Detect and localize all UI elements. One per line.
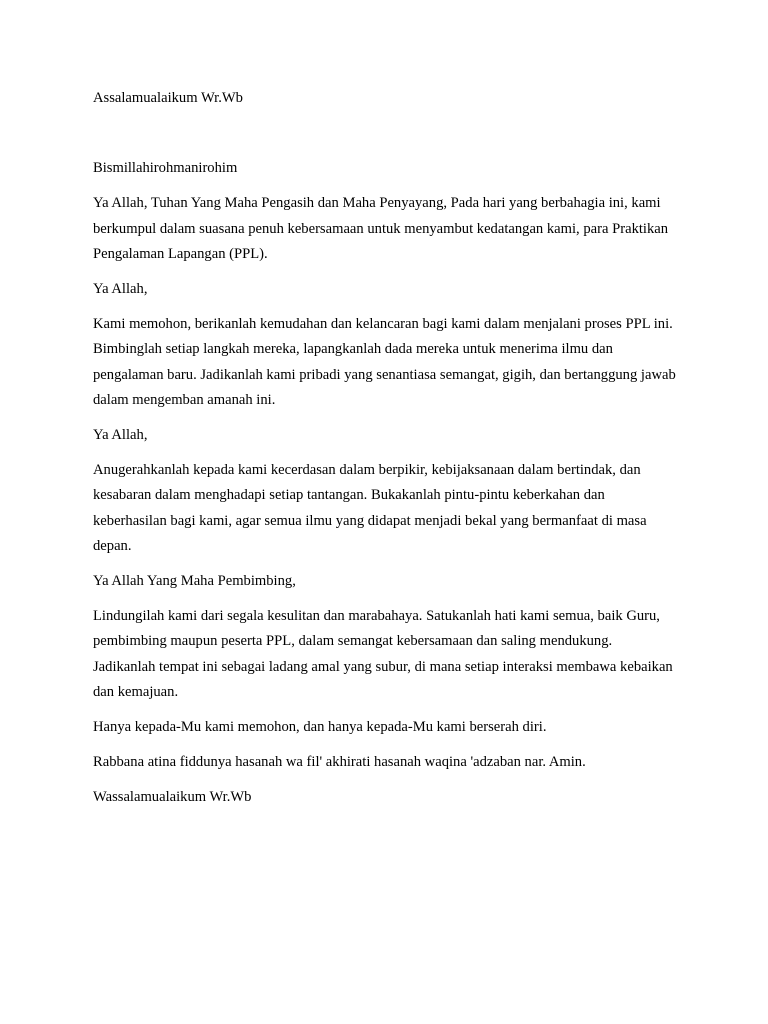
closing-prayer: Rabbana atina fiddunya hasanah wa fil' akhirati hasanah waqina 'adzaban nar. Amin. xyxy=(93,754,586,771)
invocation-line: Ya Allah Yang Maha Pembimbing, xyxy=(93,573,296,590)
closing-greeting: Wassalamualaikum Wr.Wb xyxy=(93,789,252,806)
invocation-line: Ya Allah, xyxy=(93,281,148,298)
opening-greeting: Assalamualaikum Wr.Wb xyxy=(93,90,243,106)
prayer-paragraph: Anugerahkanlah kepada kami kecerdasan dalam berpikir, kebijaksanaan dalam bertindak, dan kesabaran dalam menghadapi setiap tantangan. Bukakanlah pintu-pintu keberkahan dan keberhasilan bagi kami, agar semua ilmu yang didapat menjadi bekal yang bermanfaat di masa depan. xyxy=(93,462,647,554)
document-body xyxy=(93,86,678,821)
prayer-paragraph: Lindungilah kami dari segala kesulitan dan marabahaya. Satukanlah hati kami semua, baik Guru, pembimbing maupun peserta PPL, dalam semangat kebersamaan dan saling mendukung. Jadikanlah tempat ini sebagai ladang amal yang subur, di mana setiap interaksi membawa kebaikan dan kemajuan. xyxy=(93,608,673,700)
prayer-paragraph: Ya Allah, Tuhan Yang Maha Pengasih dan Maha Penyayang, Pada hari yang berbahagia ini, kami berkumpul dalam suasana penuh kebersamaan untuk menyambut kedatangan kami, para Praktikan Pengalaman Lapangan (PPL). xyxy=(93,195,669,262)
bismillah-line: Bismillahirohmanirohim xyxy=(93,160,238,177)
prayer-paragraph: Hanya kepada-Mu kami memohon, dan hanya kepada-Mu kami berserah diri. xyxy=(93,719,547,736)
prayer-paragraph: Kami memohon, berikanlah kemudahan dan kelancaran bagi kami dalam menjalani proses PPL ini. Bimbinglah setiap langkah mereka, lapangkanlah dada mereka untuk menerima ilmu dan pengalaman baru. Jadikanlah kami pribadi yang senantiasa semangat, gigih, dan bertanggung jawab dalam mengemban amanah ini. xyxy=(93,316,676,408)
invocation-line: Ya Allah, xyxy=(93,427,148,444)
